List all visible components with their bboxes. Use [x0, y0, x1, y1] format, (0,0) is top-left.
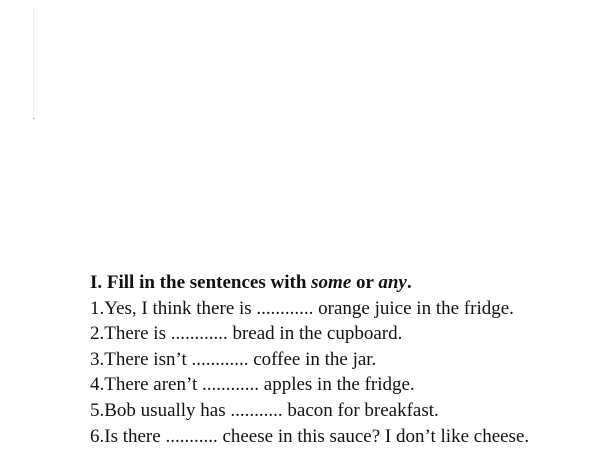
heading-middle: or — [351, 272, 379, 293]
heading-prefix: I. Fill in the sentences with — [90, 272, 312, 293]
heading-word-some: some — [311, 272, 352, 293]
sentence-4: 4.There aren’t ............ apples in the fridge. — [90, 374, 415, 396]
page-edge-mark — [33, 118, 35, 119]
sentence-3: 3.There isn’t ............ coffee in the jar. — [90, 348, 377, 370]
heading-word-any: any — [378, 272, 407, 293]
exercise-block — [90, 270, 595, 449]
sentence-6: 6.Is there ........... cheese in this sauce? I don’t like cheese. — [90, 425, 530, 447]
page-edge-line — [33, 8, 34, 116]
heading-suffix: . — [406, 272, 412, 293]
exercise-heading — [90, 270, 595, 296]
sentence-1: 1.Yes, I think there is ............ orange juice in the fridge. — [90, 297, 514, 319]
sentence-5: 5.Bob usually has ........... bacon for breakfast. — [90, 399, 439, 421]
sentence-2: 2.There is ............ bread in the cupboard. — [90, 323, 403, 345]
